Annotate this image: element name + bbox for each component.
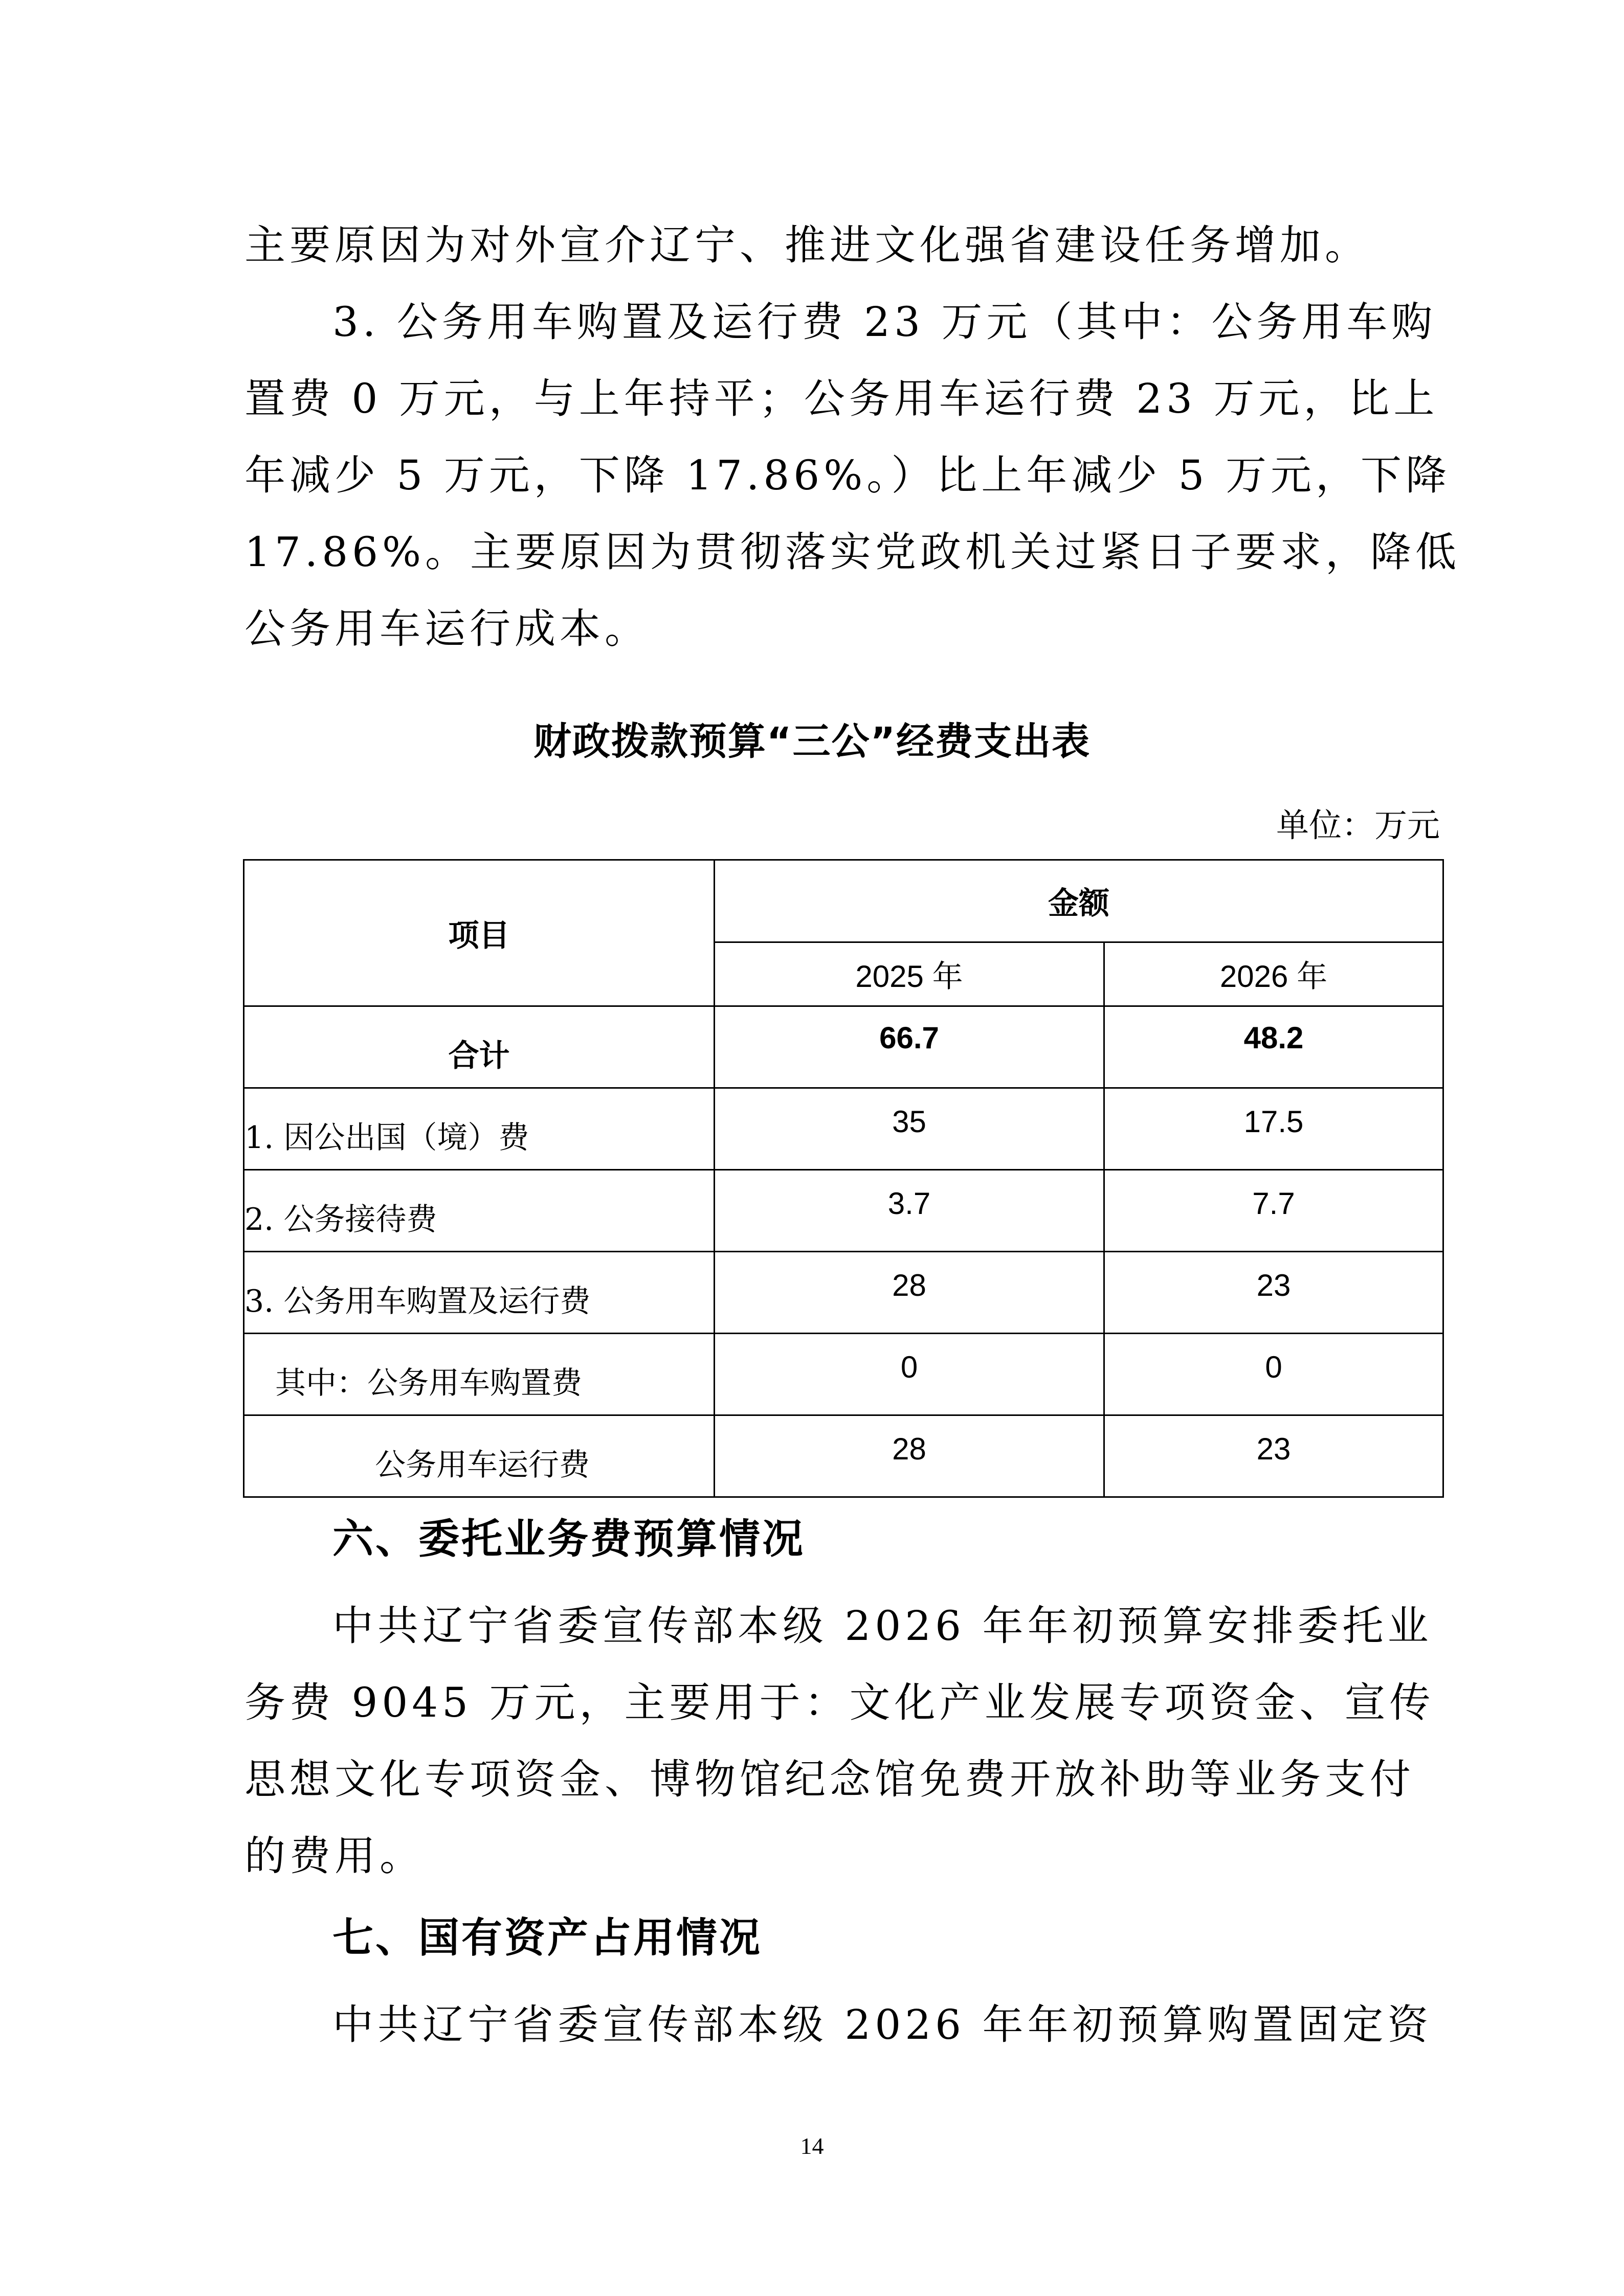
body-text-line: 中共辽宁省委宣传部本级 2026 年年初预算购置固定资 [332,2001,1433,2049]
header-amount: 金额 [715,860,1443,942]
section-heading: 六、委托业务费预算情况 [332,1515,805,1563]
table-row [244,1252,1443,1334]
body-text-line: 主要原因为对外宣介辽宁、推进文化强省建设任务增加。 [244,221,1370,269]
row-value-2025: 3.7 [715,1170,1104,1252]
row-label: 3. 公务用车购置及运行费 [244,1252,715,1334]
row-value-2026: 17.5 [1104,1088,1443,1170]
row-value-2025: 28 [715,1415,1104,1497]
row-label: 1. 因公出国（境）费 [244,1088,715,1170]
body-text-line: 思想文化专项资金、博物馆纪念馆免费开放补助等业务支付 [244,1755,1415,1803]
table-unit: 单位：万元 [1276,807,1440,845]
table-row [244,1415,1443,1497]
body-text-line: 年减少 5 万元，下降 17.86%。）比上年减少 5 万元，下降 [244,452,1451,499]
table-row [244,1088,1443,1170]
body-text-line: 的费用。 [244,1832,425,1880]
body-text-line: 中共辽宁省委宣传部本级 2026 年年初预算安排委托业 [332,1602,1433,1650]
row-value-2026: 0 [1104,1334,1443,1415]
row-value-2026: 23 [1104,1252,1443,1334]
row-value-2025: 28 [715,1252,1104,1334]
header-item: 项目 [244,860,715,1006]
row-value-2025: 35 [715,1088,1104,1170]
row-label: 公务用车运行费 [244,1415,715,1497]
row-value-2025: 0 [715,1334,1104,1415]
row-value-2026: 7.7 [1104,1170,1443,1252]
table-row [244,1170,1443,1252]
page-number: 14 [800,2133,824,2159]
row-value-2026: 23 [1104,1415,1443,1497]
table-header-row [244,860,1443,942]
body-text-line: 3. 公务用车购置及运行费 23 万元（其中：公务用车购 [332,298,1437,346]
table-title: 财政拨款预算“三公”经费支出表 [533,719,1091,763]
body-text-line: 公务用车运行成本。 [244,605,650,652]
row-value-2026: 48.2 [1104,1006,1443,1088]
body-text-line: 置费 0 万元，与上年持平；公务用车运行费 23 万元，比上 [244,375,1439,422]
row-label: 合计 [244,1006,715,1088]
row-label: 其中：公务用车购置费 [244,1334,715,1415]
header-year-2025: 2025 年 [715,942,1104,1006]
table-row [244,1334,1443,1415]
header-year-2026: 2026 年 [1104,942,1443,1006]
body-text-line: 17.86%。主要原因为贯彻落实党政机关过紧日子要求，降低 [244,528,1461,576]
row-value-2025: 66.7 [715,1006,1104,1088]
table-row-total [244,1006,1443,1088]
section-heading: 七、国有资产占用情况 [332,1914,762,1962]
row-label: 2. 公务接待费 [244,1170,715,1252]
three-public-expenses-table [243,859,1444,1498]
body-text-line: 务费 9045 万元，主要用于：文化产业发展专项资金、宣传 [244,1679,1435,1726]
